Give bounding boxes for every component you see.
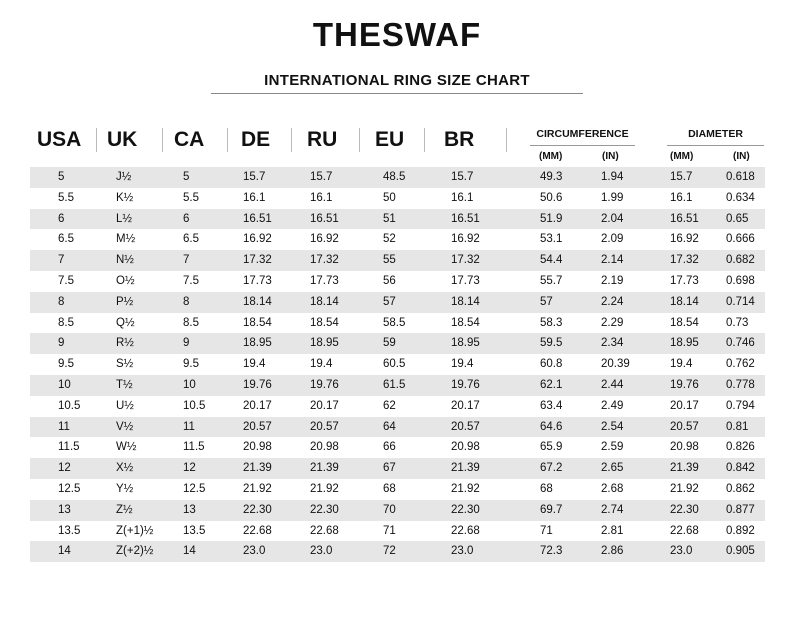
cell-ca: 12 [183,462,196,475]
table-row [30,271,765,292]
cell-ca: 7.5 [183,274,199,287]
cell-dia-mm: 16.51 [670,212,699,225]
cell-de: 18.54 [243,316,272,329]
cell-ru: 16.51 [310,212,339,225]
cell-circ-mm: 71 [540,524,553,537]
cell-dia-in: 0.905 [726,545,755,558]
cell-ca: 5.5 [183,191,199,204]
cell-uk: Q½ [116,316,135,329]
cell-uk: K½ [116,191,134,204]
cell-br: 17.32 [451,254,480,267]
cell-eu: 67 [383,462,396,475]
cell-de: 21.39 [243,462,272,475]
cell-ru: 20.57 [310,420,339,433]
cell-ru: 18.95 [310,337,339,350]
cell-eu: 51 [383,212,396,225]
cell-dia-in: 0.762 [726,358,755,371]
cell-usa: 9.5 [58,358,74,371]
cell-dia-mm: 21.92 [670,482,699,495]
cell-eu: 50 [383,191,396,204]
cell-usa: 7.5 [58,274,74,287]
cell-circ-in: 2.49 [601,399,624,412]
cell-de: 18.14 [243,295,272,308]
cell-ru: 18.54 [310,316,339,329]
cell-uk: Z½ [116,503,133,516]
header-circumference: CIRCUMFERENCE [536,128,629,140]
cell-dia-in: 0.877 [726,503,755,516]
cell-ru: 23.0 [310,545,333,558]
cell-eu: 55 [383,254,396,267]
table-row [30,313,765,334]
cell-circ-in: 2.34 [601,337,624,350]
cell-ru: 18.14 [310,295,339,308]
cell-dia-in: 0.778 [726,378,755,391]
cell-uk: S½ [116,358,134,371]
cell-circ-in: 2.54 [601,420,624,433]
cell-circ-in: 2.65 [601,462,624,475]
cell-ru: 22.68 [310,524,339,537]
cell-ca: 11 [183,420,195,433]
cell-uk: L½ [116,212,132,225]
cell-circ-in: 2.04 [601,212,624,225]
cell-circ-in: 20.39 [601,358,630,371]
cell-de: 20.57 [243,420,272,433]
table-row [30,458,765,479]
cell-br: 22.68 [451,524,480,537]
cell-dia-mm: 19.76 [670,378,699,391]
cell-circ-mm: 51.9 [540,212,563,225]
cell-de: 16.92 [243,233,272,246]
cell-de: 22.68 [243,524,272,537]
cell-br: 23.0 [451,545,474,558]
cell-dia-in: 0.634 [726,191,755,204]
size-table [30,167,765,562]
cell-ca: 9 [183,337,190,350]
cell-dia-mm: 22.68 [670,524,699,537]
cell-usa: 10 [58,378,71,391]
cell-circ-in: 2.68 [601,482,624,495]
cell-circ-mm: 67.2 [540,462,563,475]
cell-ca: 11.5 [183,441,205,454]
cell-eu: 66 [383,441,396,454]
cell-uk: O½ [116,274,135,287]
cell-dia-in: 0.714 [726,295,755,308]
table-row [30,292,765,313]
cell-dia-mm: 17.32 [670,254,699,267]
header-br: BR [444,128,475,151]
cell-circ-mm: 58.3 [540,316,563,329]
cell-dia-in: 0.892 [726,524,755,537]
column-divider [162,128,163,152]
cell-ru: 16.1 [310,191,333,204]
cell-uk: Z(+1)½ [116,524,154,537]
cell-dia-mm: 21.39 [670,462,699,475]
cell-ca: 7 [183,254,190,267]
cell-eu: 71 [383,524,396,537]
column-divider [291,128,292,152]
table-row [30,209,765,230]
cell-uk: U½ [116,399,134,412]
cell-usa: 13.5 [58,524,81,537]
table-row [30,229,765,250]
cell-usa: 9 [58,337,65,350]
cell-eu: 72 [383,545,396,558]
cell-de: 20.98 [243,441,272,454]
cell-uk: Y½ [116,482,134,495]
cell-uk: X½ [116,462,134,475]
cell-br: 19.4 [451,358,474,371]
table-row [30,541,765,562]
cell-ca: 5 [183,171,190,183]
cell-eu: 60.5 [383,358,406,371]
table-row [30,500,765,521]
cell-br: 19.76 [451,378,480,391]
cell-eu: 59 [383,337,396,350]
cell-de: 19.4 [243,358,266,371]
cell-uk: W½ [116,441,137,454]
table-row [30,250,765,271]
column-divider [359,128,360,152]
cell-ca: 8 [183,295,190,308]
cell-usa: 13 [58,503,71,516]
cell-eu: 70 [383,503,396,516]
cell-uk: P½ [116,295,134,308]
cell-eu: 48.5 [383,171,406,183]
cell-eu: 56 [383,274,396,287]
cell-dia-mm: 15.7 [670,171,693,183]
cell-de: 17.73 [243,274,272,287]
cell-circ-mm: 72.3 [540,545,563,558]
cell-ru: 20.98 [310,441,339,454]
cell-dia-mm: 20.98 [670,441,699,454]
cell-de: 15.7 [243,171,266,183]
table-row [30,354,765,375]
cell-dia-in: 0.65 [726,212,749,225]
cell-ca: 13 [183,503,196,516]
table-row [30,479,765,500]
cell-usa: 6.5 [58,233,74,246]
cell-circ-mm: 63.4 [540,399,563,412]
cell-dia-mm: 16.92 [670,233,699,246]
cell-ru: 19.4 [310,358,333,371]
cell-usa: 6 [58,212,65,225]
cell-eu: 64 [383,420,396,433]
cell-dia-in: 0.794 [726,399,755,412]
cell-circ-in: 1.99 [601,191,624,204]
column-divider [424,128,425,152]
cell-circ-in: 2.44 [601,378,624,391]
cell-ru: 19.76 [310,378,339,391]
group-underline [530,145,635,146]
cell-br: 15.7 [451,171,474,183]
cell-dia-in: 0.826 [726,441,755,454]
cell-eu: 58.5 [383,316,406,329]
cell-de: 20.17 [243,399,272,412]
cell-eu: 61.5 [383,378,406,391]
table-row [30,396,765,417]
cell-dia-mm: 20.17 [670,399,699,412]
cell-eu: 57 [383,295,396,308]
cell-usa: 12 [58,462,71,475]
table-row [30,333,765,354]
page-title: INTERNATIONAL RING SIZE CHART [264,72,530,89]
cell-de: 16.1 [243,191,266,204]
cell-usa: 7 [58,254,65,267]
cell-br: 18.54 [451,316,480,329]
cell-usa: 5 [58,171,65,183]
cell-ru: 16.92 [310,233,339,246]
cell-circ-in: 2.24 [601,295,624,308]
cell-circ-mm: 50.6 [540,191,563,204]
cell-br: 18.14 [451,295,480,308]
cell-dia-mm: 22.30 [670,503,699,516]
cell-circ-in: 1.94 [601,171,624,183]
cell-dia-in: 0.746 [726,337,755,350]
cell-de: 17.32 [243,254,272,267]
table-row [30,167,765,188]
cell-de: 21.92 [243,482,272,495]
cell-eu: 68 [383,482,396,495]
cell-dia-in: 0.862 [726,482,755,495]
cell-uk: V½ [116,420,134,433]
header-dia-mm: (MM) [670,151,694,162]
cell-circ-in: 2.09 [601,233,624,246]
cell-usa: 5.5 [58,191,74,204]
header-circ-in: (IN) [602,151,619,162]
header-uk: UK [107,128,138,151]
cell-circ-mm: 62.1 [540,378,563,391]
cell-usa: 11 [58,420,70,433]
cell-ca: 6 [183,212,190,225]
table-row [30,188,765,209]
cell-circ-mm: 60.8 [540,358,563,371]
cell-usa: 11.5 [58,441,80,454]
cell-dia-mm: 18.14 [670,295,699,308]
cell-ca: 6.5 [183,233,199,246]
cell-circ-mm: 59.5 [540,337,563,350]
cell-dia-in: 0.618 [726,171,755,183]
cell-br: 18.95 [451,337,480,350]
cell-ru: 17.73 [310,274,339,287]
cell-circ-in: 2.86 [601,545,624,558]
cell-circ-mm: 55.7 [540,274,563,287]
cell-dia-mm: 18.54 [670,316,699,329]
cell-uk: N½ [116,254,134,267]
cell-dia-mm: 16.1 [670,191,693,204]
column-divider [506,128,507,152]
cell-eu: 52 [383,233,396,246]
cell-br: 16.92 [451,233,480,246]
cell-usa: 8.5 [58,316,74,329]
cell-usa: 12.5 [58,482,81,495]
cell-de: 22.30 [243,503,272,516]
cell-br: 21.39 [451,462,480,475]
table-row [30,375,765,396]
cell-dia-mm: 20.57 [670,420,699,433]
cell-circ-mm: 57 [540,295,553,308]
cell-br: 20.57 [451,420,480,433]
header-de: DE [241,128,271,151]
cell-circ-in: 2.19 [601,274,624,287]
column-divider [96,128,97,152]
cell-ru: 17.32 [310,254,339,267]
cell-usa: 10.5 [58,399,81,412]
cell-de: 23.0 [243,545,266,558]
cell-de: 18.95 [243,337,272,350]
cell-circ-mm: 53.1 [540,233,563,246]
cell-eu: 62 [383,399,396,412]
cell-dia-in: 0.81 [726,420,749,433]
cell-ru: 20.17 [310,399,339,412]
cell-de: 16.51 [243,212,272,225]
cell-circ-in: 2.29 [601,316,624,329]
cell-br: 20.17 [451,399,480,412]
cell-br: 21.92 [451,482,480,495]
table-row [30,521,765,542]
cell-dia-in: 0.666 [726,233,755,246]
cell-dia-in: 0.842 [726,462,755,475]
cell-dia-in: 0.73 [726,316,749,329]
cell-usa: 8 [58,295,65,308]
cell-ca: 12.5 [183,482,206,495]
title-divider [211,93,583,94]
header-usa: USA [37,128,82,151]
cell-ca: 9.5 [183,358,199,371]
cell-uk: R½ [116,337,134,350]
cell-circ-in: 2.59 [601,441,624,454]
cell-ru: 21.92 [310,482,339,495]
cell-circ-mm: 65.9 [540,441,563,454]
cell-dia-in: 0.682 [726,254,755,267]
cell-uk: Z(+2)½ [116,545,154,558]
cell-usa: 14 [58,545,71,558]
cell-circ-in: 2.14 [601,254,624,267]
cell-dia-in: 0.698 [726,274,755,287]
header-ca: CA [174,128,205,151]
brand-logo: THESWAF [312,16,482,53]
header-ru: RU [307,128,338,151]
cell-circ-mm: 64.6 [540,420,563,433]
cell-circ-mm: 68 [540,482,553,495]
cell-ru: 22.30 [310,503,339,516]
cell-br: 16.1 [451,191,474,204]
cell-circ-in: 2.81 [601,524,624,537]
table-row [30,437,765,458]
cell-br: 22.30 [451,503,480,516]
cell-de: 19.76 [243,378,272,391]
cell-ca: 14 [183,545,196,558]
cell-circ-mm: 49.3 [540,171,563,183]
cell-uk: T½ [116,378,133,391]
cell-ca: 10.5 [183,399,206,412]
cell-br: 20.98 [451,441,480,454]
cell-dia-mm: 18.95 [670,337,699,350]
cell-dia-mm: 19.4 [670,358,693,371]
column-divider [227,128,228,152]
cell-dia-mm: 23.0 [670,545,693,558]
cell-uk: M½ [116,233,136,246]
cell-ca: 8.5 [183,316,199,329]
group-underline [667,145,764,146]
table-row [30,417,765,438]
cell-circ-mm: 69.7 [540,503,563,516]
cell-ca: 13.5 [183,524,206,537]
cell-dia-mm: 17.73 [670,274,699,287]
cell-ru: 21.39 [310,462,339,475]
cell-ca: 10 [183,378,196,391]
header-circ-mm: (MM) [539,151,563,162]
cell-uk: J½ [116,171,132,183]
header-eu: EU [375,128,405,151]
cell-ru: 15.7 [310,171,333,183]
header-diameter: DIAMETER [688,128,743,140]
cell-circ-mm: 54.4 [540,254,563,267]
cell-br: 17.73 [451,274,480,287]
cell-circ-in: 2.74 [601,503,624,516]
cell-br: 16.51 [451,212,480,225]
header-dia-in: (IN) [733,151,750,162]
